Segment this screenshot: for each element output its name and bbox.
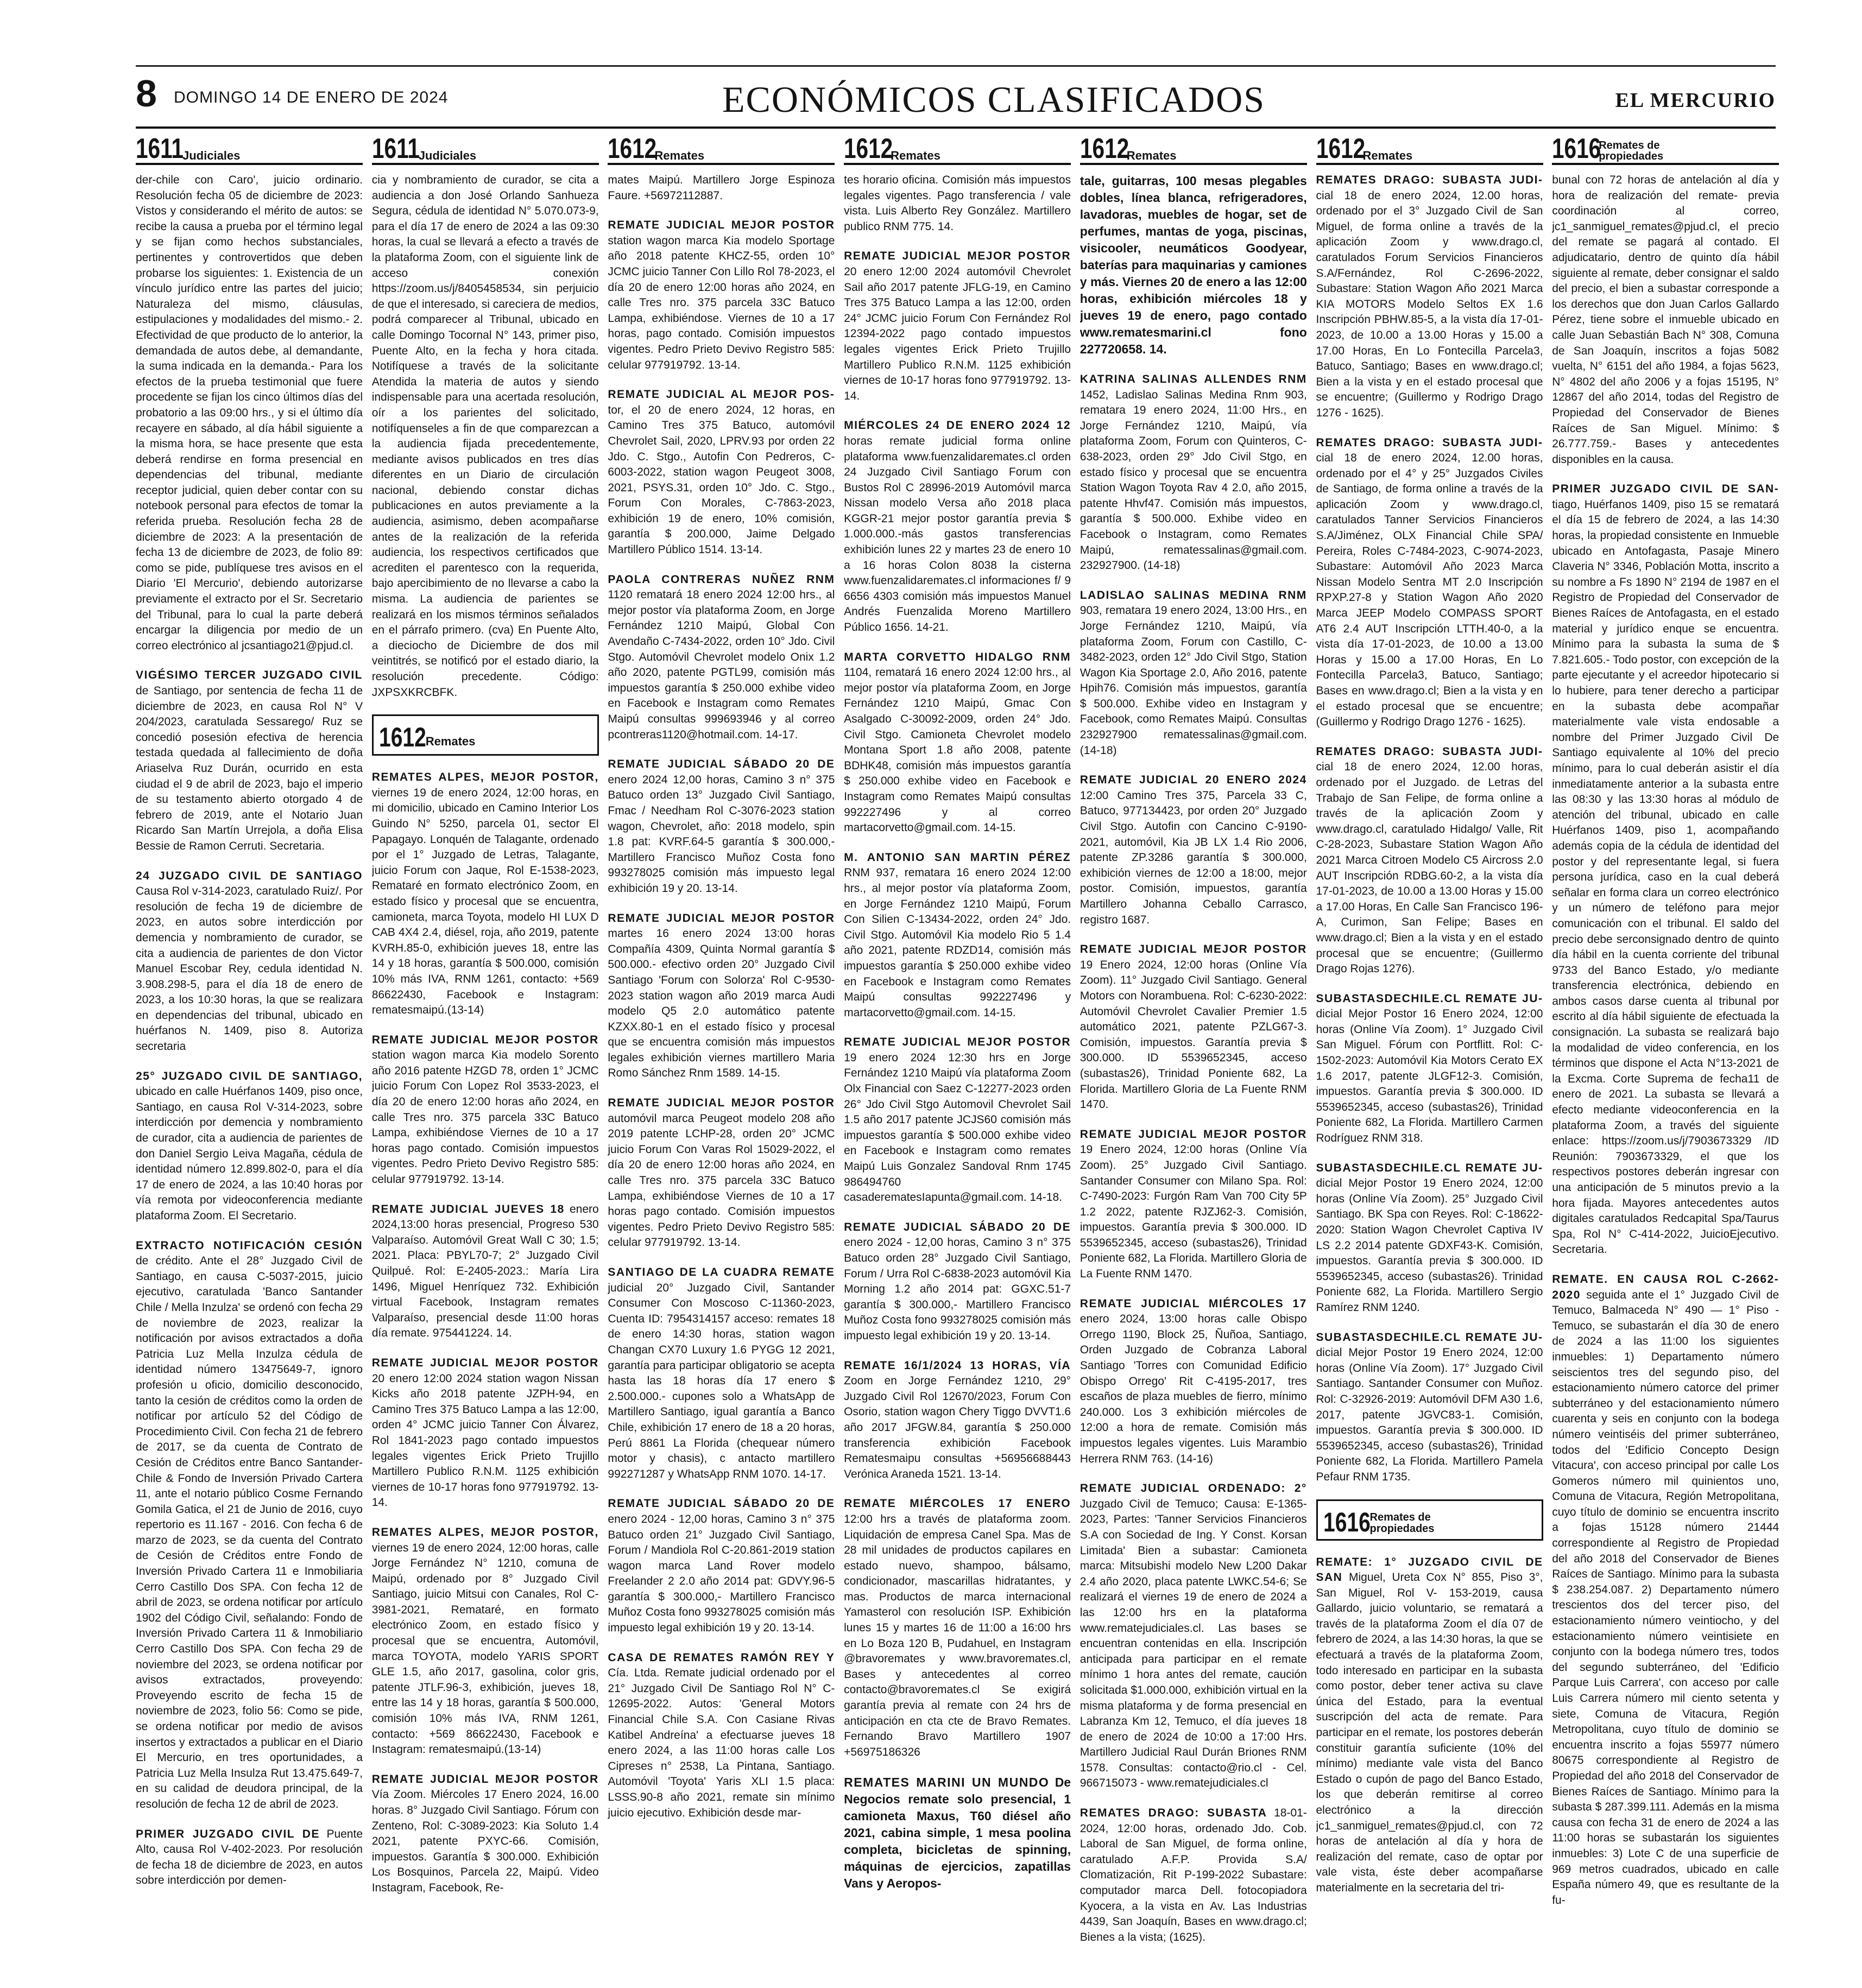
notice-body: 20 enero 12:00 2024 automóvil Chevrolet Sail año 2017 patente JFLG-19, en Camino Tres 375 Batuco Lampa a las 12:00, orden 24° JCMC juicio Forum Con Fernández Rol 12394-2022 pago contado impuestos legales vigentes Erick Prieto Trujillo Martillero Publico R.N.M. 1125 exhibición viernes de 10-17 horas fono 977919792. 13-14. xyxy=(844,265,1071,402)
section-code: 1612 xyxy=(608,133,657,164)
notice-heading: REMATE MIÉRCOLES 17 ENERO xyxy=(844,1497,1071,1510)
notice-body: enero 2024,13:00 horas presencial, Progreso 530 Valparaíso. Automóvil Great Wall C 30; 1.5; 2021. Placa: PBYL70-7; 2° Juzgado Civil Quilpué. Rol: E-2405-2023.: María Lira 1496, Miguel Henríquez 732. Exhibición virtual Facebook, Instagram remates Valparaíso, presencial desde 11:00 horas día remate. 975441224. 14. xyxy=(371,1202,599,1340)
section-subheading xyxy=(1316,1499,1543,1541)
notice-body: ubicado en calle Huérfanos 1409, piso once, Santiago, en causa Rol V-314-2023, sobre interdicción por demencia y nombramiento de curador, cita a audiencia de parientes de don Daniel Sergio Leiva Magaña, cédula de identidad número 12.899.802-0, para el día 17 de enero de 2024, a las 10:40 horas por vía remota por videoconferencia mediante plataforma Zoom. El Secretario. xyxy=(136,1085,363,1222)
notice-body: tiago, Huérfanos 1409, piso 15 se rematará el día 15 de febrero de 2024, a las 14:30 horas, la propiedad consistente en Inmueble ubicado en Antofagasta, Pasaje Minero Claveria N° 3346, Población Motta, inscrito a su nombre a Fs 1890 N° 2194 de 1987 en el Registro de Propiedad del Conservador de Bienes Raíces de Antofagasta, en el estado material y jurídico enque se encuentra. Mínimo para la subasta la suma de $ 7.821.605.- Todo postor, con excepción de la parte ejecutante y el acreedor hipotecario si lo hubiere, para tener derecho a participar en la subasta debe acompañar materialmente vale vista endosable a nombre del Primer Juzgado Civil De Santiago equivalente al 10% del precio mínimo, para lo cual deberán asistir el día inmediatamente anterior a la subasta entre las 08:30 y las 13:30 horas al módulo de atención del tribunal, ubicado en calle Huérfanos 1409, piso 1, acompañando además copia de la cédula de identidad del postor y del representante legal, si fuera persona jurídica, caso en la cual deberá señalar en forma clara un correo electrónico y un número de teléfono para mejor comunicación con el tribunal. El saldo del precio debe serconsignado dentro de quinto día hábil en la cuenta corriente del tribunal 9733 del Banco Estado, y/o mediante transferencia electrónica, debiendo en ambos casos darse cuenta al tribunal por escrito al día hábil siguiente de efectuada la consignación. La subasta se realizará bajo la modalidad de video conferencia, en los términos que dispone el Acta N°13-2021 de la Excma. Corte Suprema de fecha11 de enero de 2021. La subasta se llevará a efecto mediante videoconferencia en la plataforma Zoom, a través del siguiente enlace: https://zoom.us/j/7903673329 /ID Reunión: 7903673329, el que los respectivos postores deberán ingresar con una anticipación de 5 minutos previo a la hora fijada. Mayores antecedentes autos digitales caratulados Redcapital Spa/Taurus Spa, Rol N° C-414-2022, JuicioEjecutivo. Secretaria. xyxy=(1552,498,1779,1256)
notice-body: 1104, rematará 16 enero 2024 12:00 hrs., al mejor postor vía plataforma Zoom, en Jorge Fernández 1210 Maipú, Gmac Con Asalgado C-30092-2009, orden 24° Jdo. Civil Stgo. Camioneta Chevrolet modelo Montana Sport 1.8 año 2008, patente BDHK48, comisión más impuestos garantía $ 250.000 exhibe video en Facebook e Instagram como Remates Maipú consultas 992227496 y al correo martacorvetto@gmail.com. 14-15. xyxy=(844,666,1071,834)
notice-body: dicial Mejor Postor 19 Enero 2024, 12:00 horas (Online Vía Zoom). 25° Juzgado Civil Santiago. BK Spa con Reyes. Rol: C-18622-2020: Station Wagon Chevrolet Captiva IV LS 2.2 2014 patente GDXF43-K. Comisión, impuestos. Garantía previa $ 300.000. ID 5539652345, acceso (subastas26). Trinidad Poniente 682, La Florida. Martillero Sergio Ramírez RNM 1240. xyxy=(1316,1177,1543,1314)
notice-heading: PRIMER JUZGADO CIVIL DE xyxy=(136,1827,320,1840)
notice-heading: M. ANTONIO SAN MARTIN PÉREZ xyxy=(844,851,1071,864)
notice-body: Causa Rol v-314-2023, caratulado Ruiz/. Por resolución de fecha 19 de diciembre de 2023, en autos sobre interdicción por demencia y nombramiento de curador, se cita a audiencia de parientes de don Victor Manuel Escobar Rey, cedula identidad N. 3.908.298-5, para el día 18 de enero de 2023, a los 10:30 horas, la que se realizara en dependencias del tribunal, ubicado en huérfanos N. 1409, piso 8. Autoriza secretaria xyxy=(136,885,363,1053)
notice-body: 19 Enero 2024, 12:00 horas (Online Vía Zoom). 11° Juzgado Civil Santiago. General Motors con Norambuena. Rol: C-6230-2022: Automóvil Chevrolet Cavalier Premier 1.5 automático 2021, patente PZLG67-3. Comisión, impuestos. Garantía previa $ 300.000. ID 5539652345, acceso (subastas26), Trinidad Poniente 682, La Florida. Martillero Gloria de La Fuente RNM 1470. xyxy=(1080,958,1307,1111)
notice-body: Miguel, Ureta Cox N° 855, Piso 3°, San Miguel, Rol V- 153-2019, causa Gallardo, juicio voluntario, se rematará a través de la plataforma Zoom el día 07 de febrero de 2024, a las 14:30 horas, la que se efectuará a través de la plataforma Zoom, todo interesado en participar en la subasta como postor, deber tener activa su clave única del Estado, para la eventual suscripción del acta de remate. Para participar en el remate, los postores deberán constituir garantía suficiente (10% del mínimo) mediante vale vista del Banco Estado o cupón de pago del Banco Estado, los que deberán remitirse al correo electrónico a la dirección jc1_sanmiguel_remates@pjud.cl, con 72 horas de antelación al día y hora de realización del remate, caso de optar por vale vista, éste deber acompañarse materialmente en la secretaria del tri- xyxy=(1316,1571,1543,1894)
notice-body: RNM 937, rematara 16 enero 2024 12:00 hrs., al mejor postor vía plataforma Zoom, en Jorge Fernández 1210 Maipú, Forum Con Silien C-13434-2022, orden 24° Jdo. Civil Stgo. Automóvil Kia modelo Rio 5 1.4 año 2021, patente RDZD14, comisión más impuestos garantía $ 250.000 exhibe video en Facebook e Instagram como Remates Maipú consultas 992227496 y martacorvetto@gmail.com. 14-15. xyxy=(844,866,1071,1019)
notice-body: seguida ante el 1° Juzgado Civil de Temuco, Balmaceda N° 490 — 1° Piso - Temuco, se subastarán el día 30 de enero de 2024 a las 11:00 los siguientes inmuebles: 1) Departamento número seiscientos tres del segundo piso, del estacionamiento número catorce del primer subterráneo y del estacionamiento número cuarenta y seis en conjunto con la bodega número veintiséis del primer subterráneo, todos del 'Edificio Concepto Design Vitacura', con acceso principal por calle Los Gomeros número mil quinientos uno, Comuna de Vitacura, Región Metropolitana, cuyo título de dominio se encuentra inscrito a fojas 15128 número 21444 correspondiente al Registro de Propiedad del año 2018 del Conservador de Bienes Raíces de Santiago. Mínimo para la subasta $ 238.254.087. 2) Departamento número trescientos dos del tercer piso, del estacionamiento número veintiocho, y del estacionamiento número veintisiete en conjunto con la bodega número tres, todos del segundo subterráneo, del 'Edificio Parque Luis Carrera', con acceso por calle Luis Carrera número mil ciento setenta y siete, Comuna de Vitacura, Región Metropolitana, cuyo título de dominio se encuentra inscrito a fojas 55977 número 80675 correspondiente al Registro de Propiedad del año 2018 del Conservador de Bienes Raíces de Santiago. Mínimo para la subasta $ 287.399.111. Además en la misma causa con fecha 31 de enero de 2024 a las 11:00 horas se subastarán los siguientes inmuebles: 3) Lote C de una superficie de 969 metros cuadrados, ubicado en calle España número 49, que es resultante de la fu- xyxy=(1552,1288,1779,1907)
notice-body: 18-01-2024, 12:00 horas, ordenado Jdo. Cob. Laboral de San Miguel, de forma online, caratulado A.F.P. Provida S.A/ Clomatización, Rit P-199-2022 Subastare: computador marca Dell. fotocopiadora Kyocera, a la vista en Av. Las Industrias 4439, San Joaquín, Bases en www.drago.cl; Bienes a la vista; (1625). xyxy=(1080,1807,1307,1943)
notice-heading: REMATE 16/1/2024 13 HORAS, VÍA xyxy=(844,1359,1071,1372)
notice-body: der-chile con Caro', juicio ordinario. Resolución fecha 05 de diciembre de 2023: Vistos y considerando el mérito de autos: se recibe la causa a prueba por el término legal y se fijan como hechos substanciales, pertinentes y controvertidos que deben probarse los siguientes: 1. Existencia de un vínculo jurídico entre las partes del juicio; Naturaleza del mismo, cláusulas, estipulaciones y modalidades del mismo.- 2. Efectividad de que producto de lo anterior, la demandada de autos debe, al demandante, la suma indicada en la demanda.- Para los efectos de la prueba testimonial que fuere procedente se fijan los cinco últimos días del probatorio a las 09:00 hrs., y si el último día recayere en sábado, al día hábil siguiente a la misma hora, se hace presente que esta deberá rendirse en forma presencial en dependencias del tribunal, mediante receptor judicial, quien deber contar con su notebook personal para efectos de tomar la referida prueba. Resolución fecha 28 de diciembre de 2023: A la presentación de fecha 13 de diciembre de 2023, de folio 89: como se pide, publíquese tres avisos en el Diario 'El Mercurio', debiendo autorizarse previamente el extracto por el Sr. Secretario del Tribunal, para lo cual la parte deberá encargar la diligencia por medio de un correo electrónico al jcsantiago21@pjud.cl. xyxy=(136,174,363,652)
notice-heading: 25° JUZGADO CIVIL DE SANTIAGO, xyxy=(136,1069,363,1082)
column-3 xyxy=(608,129,835,1980)
section-title: ECONÓMICOS CLASIFICADOS xyxy=(722,79,1266,120)
classified-notice xyxy=(136,1069,363,1224)
column-heading xyxy=(136,129,363,165)
notice-body: Juzgado Civil de Temuco; Causa: E-1365-2023, Partes: 'Tanner Servicios Financieros S.A con Sociedad de Ing. Y Const. Korsan Limitada' Bien a subastar: Camioneta marca: Mitsubishi modelo New L200 Dakar 2.4 año 2020, placa patente LWKC.54-6; Se realizará el viernes 19 de enero de 2024 a las 12:00 hrs en la plataforma www.rematejudiciales.cl. Las bases se encuentran contenidas en ella. Inscripción anticipada para participar en el remate mínimo 1 hora antes del remate, caución solicitada $1.000.000, exhibición virtual en la misma plataforma y de forma presencial en Labranza Km 12, Temuco, el día jueves 18 de enero de 2024 de 10:00 a 17:00 Hrs. Martillero Judicial Raul Durán Briones RNM 1578. Consultas: contacto@rio.cl - Cel. 966715073 - www.rematejudiciales.cl xyxy=(1080,1497,1307,1790)
column-1 xyxy=(136,129,363,1980)
classified-notice xyxy=(1316,435,1543,730)
notice-body: 1452, Ladislao Salinas Medina Rnm 903, rematara 19 enero 2024, 11:00 Hrs., en Jorge Fernández 1210, Maipú, vía plataforma Zoom, Forum con Quinteros, C-638-2023, orden 29° Jdo Civil Stgo, en estado físico y procesal que se encuentra Station Wagon Toyota Rav 4 2.0, año 2015, patente Hhvf47. Comisión más impuestos, garantía $ 500.000. Exhibe video en Facebook o Instagram, como Remates Maipú, rematessalinas@gmail.com. 232927900. (14-18) xyxy=(1080,388,1307,572)
notice-body: judicial 20° Juzgado Civil, Santander Consumer Con Moscoso C-11360-2023, Cuenta ID: 7954314157 acceso: remates 18 de enero 14:30 horas, station wagon Changan CX70 Luxury 1.6 PYGG 12 2021, garantía para participar obligatorio se acepta hasta las 18 horas día 17 enero $ 2.500.000.- cupones solo a WhatsApp de Martillero Santiago, igual garantía a Banco Chile, exhibición 17 enero de 18 a 20 horas, Perú 8861 La Florida (chequear número motor y chasis), c antacto martillero 992271287 y WhatsApp RNM 1070. 14-17. xyxy=(608,1281,835,1480)
notice-body: martes 16 enero 2024 13:00 horas Compañía 4309, Quinta Normal garantía $ 500.000.- efectivo orden 20° Juzgado Civil Santiago 'Forum con Solorza' Rol C-9530-2023 station wagon año 2019 marca Audi modelo Q5 2.0 automático patente KZXX.80-1 en el estado físico y procesal que se encuentra comisión más impuestos legales exhibición viernes martillero Maria Romo Sánchez Rnm 1589. 14-15. xyxy=(608,927,835,1080)
notice-heading: REMATES MARINI UN MUNDO xyxy=(844,1775,1050,1790)
classified-notice xyxy=(136,1827,363,1889)
notice-heading: REMATE JUDICIAL AL MEJOR POS- xyxy=(608,388,835,401)
notice-heading: SUBASTASDECHILE.CL REMATE JU- xyxy=(1316,992,1543,1005)
classified-notice xyxy=(608,757,835,896)
notice-heading: VIGÉSIMO TERCER JUZGADO CIVIL xyxy=(136,669,363,682)
classified-notice xyxy=(1080,173,1307,358)
notice-body: enero 2024, 13:00 horas calle Obispo Orrego 1190, Block 25, Ñuñoa, Santiago, Orden Juzgado de Cobranza Laboral Santiago 'Torres con Comunidad Edificio Obispo Orrego' Rit C-4195-2017, tres escaños de plaza muebles de fierro, mínimo 240.000. Los 3 exhibición miércoles de 12:00 a hora de remate. Comisión más impuestos legales vigentes. Luis Marambio Herrera RNM 763. (14-16) xyxy=(1080,1313,1307,1465)
classified-notice xyxy=(1316,1555,1543,1896)
notice-heading: MARTA CORVETTO HIDALGO RNM xyxy=(844,650,1071,663)
classified-notice xyxy=(1080,1296,1307,1467)
section-label: Remates xyxy=(425,735,476,749)
classified-notice xyxy=(1316,173,1543,421)
section-code: 1616 xyxy=(1552,133,1601,164)
notice-heading: SANTIAGO DE LA CUADRA REMATE xyxy=(608,1266,835,1278)
notice-heading: REMATE JUDICIAL MEJOR POSTOR xyxy=(1080,943,1307,956)
section-label: Remates xyxy=(654,149,705,162)
classified-notice xyxy=(608,387,835,558)
classified-notice xyxy=(844,1035,1071,1206)
classified-notice xyxy=(372,1772,599,1896)
notice-heading: REMATES DRAGO: SUBASTA JUDI- xyxy=(1316,745,1543,758)
notice-heading: MIÉRCOLES 24 DE ENERO 2024 12 xyxy=(844,419,1071,432)
classified-notice xyxy=(136,1238,363,1813)
column-4 xyxy=(844,129,1071,1980)
section-code: 1612 xyxy=(844,133,893,164)
notice-body: horas remate judicial forma online plataforma www.fuenzalidaremates.cl orden 24 Juzgado Civil Santiago Forum con Bustos Rol C 28996-2019 Automóvil marca Nissan modelo Versa año 2018 placa KGGR-21 mejor postor garantía previa $ 1.000.000.-más gastos transferencias exhibición lunes 22 y martes 23 de enero 10 a 16 horas Colon 8038 la cisterna www.fuenzalidaremates.cl informaciones f/ 9 6656 4303 comisión más impuestos Manuel Andrés Fuenzalida Moreno Martillero Público 1656. 14-21. xyxy=(844,434,1071,634)
classified-notice xyxy=(1080,773,1307,928)
classified-notice xyxy=(844,1496,1071,1760)
notice-heading: EXTRACTO NOTIFICACIÓN CESIÓN xyxy=(136,1239,363,1252)
notice-body: de Santiago, por sentencia de fecha 11 de diciembre de 2023, en causa Rol N° V 204/2023, caratulada Sessarego/ Ruz se concedió posesión efectiva de herencia testada quedada al fallecimiento de doña Ariaselva Ruz Durán, ocurrido en esta ciudad el 9 de abril de 2023, bajo el imperio de su testamento abierto otorgado 4 de febrero de 2019, ante el Notario Juan Ricardo San Martín Urrejola, a doña Elisa Bessie de Ramon Cerruti. Secretaria. xyxy=(136,685,363,852)
notice-heading: REMATE JUDICIAL MIÉRCOLES 17 xyxy=(1080,1297,1307,1310)
notice-heading: REMATES DRAGO: SUBASTA JUDI- xyxy=(1316,174,1543,186)
classified-notice xyxy=(844,1358,1071,1483)
column-6 xyxy=(1316,129,1543,1980)
notice-heading: REMATE JUDICIAL SÁBADO 20 DE xyxy=(608,1497,835,1510)
notice-heading: 24 JUZGADO CIVIL DE SANTIAGO xyxy=(136,869,363,882)
notice-heading: REMATES ALPES, MEJOR POSTOR, xyxy=(371,1525,599,1539)
notice-heading: REMATE JUDICIAL MEJOR POSTOR xyxy=(371,1772,599,1786)
classified-notice xyxy=(608,1096,835,1251)
classified-notice xyxy=(372,1033,599,1188)
classified-notice xyxy=(1552,482,1779,1258)
classified-notice xyxy=(844,650,1071,836)
notice-body: 12:00 Camino Tres 375, Parcela 33 C, Batuco, 977134423, por orden 20° Juzgado Civil Stgo. Autofin con Cancino C-9190-2021, automóvil, Kia JB LX 1.4 Rio 2006, patente ZP.3286 garantía $ 300.000, exhibición viernes de 12:00 a 18:00, mejor postor. Comisión, impuestos, garantía Martillero Johanna Ceballo Carrasco, registro 1687. xyxy=(1080,789,1307,926)
notice-body: cial 18 de enero 2024, 12.00 horas, ordenado por el Juzgado. de Letras del Trabajo de San Felipe, de forma online a través de la aplicación Zoom y www.drago.cl, caratulado Hidalgo/ Valle, Rit C-28-2023, Subastare Station Wagon Año 2021 Marca Citroen Modelo C5 Aircross 2.0 AUT Inscripción RDBG.60-2, a la vista día 17-01-2023, de 10.00 a 13.00 Horas y 15.00 a 17.00 Horas, En Calle San Francisco 196-A, Curimon, San Felipe; Bases en www.drago.cl; Bien a la vista y en el estado procesal que se encuentre; (Guillermo Drago Rojas 1276). xyxy=(1316,761,1543,976)
notice-body: enero 2024 - 12,00 horas, Camino 3 n° 375 Batuco orden 21° Juzgado Civil Santiago, Forum / Mandiola Rol C-20.861-2019 station wagon marca Land Rover modelo Freelander 2 2.0 año 2014 pat: GDVY.96-5 garantía $ 300.000,- Martillero Francisco Muñoz Costa fono 993278025 comisión más impuesto legal exhibición 19 y 20. 13-14. xyxy=(608,1512,835,1635)
notice-body: Zoom en Jorge Fernández 1210, 29° Juzgado Civil Rol 12670/2023, Forum Con Osorio, station wagon Chery Tiggo DVVT1.6 año 2017 JFGW.84, garantía $ 250.000 transferencia exhibición Facebook Rematesmaipu consultas +56956688443 Verónica Araneda 1521. 13-14. xyxy=(844,1375,1071,1480)
section-code: 1611 xyxy=(371,133,420,164)
classified-notice xyxy=(844,249,1071,404)
notice-body: cial 18 de enero 2024, 12.00 horas, ordenado por el 3° Juzgado Civil de San Miguel, de forma online a través de la aplicación Zoom y www.drago.cl, caratulados Forum Servicios Financieros S.A/Fernández, Rol C-2696-2022, Subastare: Station Wagon Año 2021 Marca KIA MOTORS Modelo Seltos EX 1.6 Inscripción PBHW.85-5, a la vista día 17-01-2023, de 10.00 a 13.00 Horas y 15.00 a 17.00 Horas, En Lo Fontecilla Parcela3, Batuco, Santiago; Bases en www.drago.cl; Bien a la vista y en el estado procesal que se encuentre; (Guillermo y Rodrigo Drago 1276 - 1625). xyxy=(1316,189,1543,419)
notice-heading: REMATE JUDICIAL ORDENADO: 2° xyxy=(1080,1482,1307,1495)
column-heading xyxy=(608,129,835,165)
notice-heading: REMATE JUDICIAL MEJOR POSTOR xyxy=(844,1036,1071,1049)
classified-notice xyxy=(1316,991,1543,1147)
section-code: 1612 xyxy=(1080,133,1129,164)
notice-heading: REMATE JUDICIAL 20 ENERO 2024 xyxy=(1080,774,1307,787)
notice-heading: REMATES DRAGO: SUBASTA xyxy=(1080,1807,1267,1820)
notice-body: bunal con 72 horas de antelación al día y hora de realización del remate- previa coordinación al correo, jc1_sanmiguel_remates@pjud.cl, el precio del remate se pagará al contado. El adjudicatario, dentro de quinto día hábil siguiente al remate, deber consignar el saldo del precio, el bien a subastar corresponde a los derechos que don Juan Carlos Gallardo Pérez, tiene sobre el inmueble ubicado en calle Juan Sebastián Bach N° 308, Comuna de San Joaquín, inscritos a fojas 5082 vuelta, N° 6151 del año 1984, a fojas 5623, N° 4802 del año 2006 y a fojas 15195, N° 12867 del año 2014, todas del Registro de Propiedad del Conservador de Bienes Raíces de San Miguel. Mínimo: $ 26.777.759.- Bases y antecedentes disponibles en la causa. xyxy=(1552,174,1779,466)
classified-notice xyxy=(608,218,835,373)
notice-heading: KATRINA SALINAS ALLENDES RNM xyxy=(1080,373,1307,385)
notice-body: Puente Alto, causa Rol V-402-2023. Por resolución de fecha 18 de diciembre de 2023, en autos sobre interdicción por demen- xyxy=(136,1827,363,1887)
section-code: 1611 xyxy=(136,133,184,164)
notice-body: enero 2024 12,00 horas, Camino 3 n° 375 Batuco orden 13° Juzgado Civil Santiago, Fmac / Needham Rol C-3076-2023 station wagon, Chevrolet, año: 2018 modelo, spin 1.8 pat: KVRF.64-5 garantía $ 300.000,- Martillero Francisco Muñoz Costa fono 993278025 comisión más impuesto legal exhibición 19 y 20. 13-14. xyxy=(608,773,835,895)
classified-notice xyxy=(1316,1330,1543,1485)
column-heading xyxy=(1316,129,1543,165)
notice-body: 19 Enero 2024, 12:00 horas (Online Vía Zoom). 25° Juzgado Civil Santiago. Santander Consumer con Milano Spa. Rol: C-7490-2023: Furgón Ram Van 700 City 5P 1.2 2022, patente RJZJ62-3. Comisión, impuestos. Garantía previa $ 300.000. ID 5539652345, acceso (subastas26), Trinidad Poniente 682, La Florida. Martillero Gloria de La Fuente RNM 1470. xyxy=(1080,1143,1307,1281)
notice-heading: PAOLA CONTRERAS NUÑEZ RNM xyxy=(608,573,835,586)
notice-body: viernes 19 de enero 2024, 12:00 horas, calle Jorge Fernández N° 1210, comuna de Maipú, ordenado por 8° Juzgado Civil Santiago, juicio Mitsui con Canales, Rol C-3981-2021, Remataré, en formato electrónico Zoom, en estado físico y procesal que se encuentra, Automóvil, marca TOYOTA, modelo YARIS SPORT GLE 1.5, año 2017, gasolina, color gris, patente JTLF.96-3, exhibición, jueves 18, entre las 14 y 18 horas, garantía $ 500.000, comisión 10% más IVA, RNM 1261, contacto: +569 86622430, Facebook e Instagram: rematesmaipú.(13-14) xyxy=(371,1541,599,1756)
section-code: 1616 xyxy=(1323,1506,1371,1537)
classified-notice xyxy=(608,1650,835,1821)
classified-notice xyxy=(608,173,835,204)
section-label: Remates de propiedades xyxy=(1599,140,1664,162)
classified-notice xyxy=(1552,173,1779,467)
newspaper-name: EL MERCURIO xyxy=(1615,89,1776,112)
notice-body: cia y nombramiento de curador, se cita a audiencia a don José Orlando Sanhueza Segura, cédula de identidad N° 5.070.073-9, para el día 17 de enero de 2024 a las 09:30 horas, la cual se llevará a efecto a través de la plataforma Zoom, con el siguiente link de acceso conexión https://zoom.us/j/8405458534, sin perjuicio de que el interesado, si careciera de medios, podrá comparecer al Tribunal, ubicado en calle Domingo Tocornal N° 143, primer piso, Puente Alto, en la fecha y hora citada. Notifíquese a través de la solicitante Atendida la materia de autos y siendo indispensable para una acertada resolución, oír a los parientes del solicitado, notifíquenseles a fin de que comparezcan a la audiencia fijada precedentemente, mediante avisos publicados en tres días diferentes en un Diario de circulación nacional, debiendo constar dichas publicaciones en autos previamente a la audiencia, asimismo, deben acompañarse antes de la realización de la referida audiencia, los respectivos certificados que acrediten el parentesco con la requerida, bajo apercibimiento de no llevarse a cabo la misma. La audiencia de parientes se realizará en los mismos términos señalados en el párrafo primero. (cva) En Puente Alto, a dieciocho de Diciembre de dos mil veintitrés, se notificó por el estado diario, la resolución precedente. Código: JXPSXKRCBFK. xyxy=(371,174,599,699)
section-label: Remates xyxy=(1362,149,1413,162)
notice-body: 1120 rematará 18 enero 2024 12:00 hrs., al mejor postor vía plataforma Zoom, en Jorge Fernández 1210 Maipú, Global Con Avendaño C-7434-2022, orden 10° Jdo. Civil Stgo. Automóvil Chevrolet modelo Onix 1.2 año 2020, patente PGTL99, comisión más impuestos garantía $ 250.000 exhibe video en Facebook e Instagram como Remates Maipú consultas 999693946 y al correo pcontreras1120@hotmail.com. 14-17. xyxy=(608,588,835,741)
notice-body: tes horario oficina. Comisión más impuestos legales vigentes. Pago transferencia / vale vista. Luis Alberto Rey González. Martillero publico RNM 775. 14. xyxy=(844,174,1071,233)
classified-notice xyxy=(844,1774,1071,1892)
classified-notice xyxy=(372,770,599,1018)
notice-heading: REMATE JUDICIAL SÁBADO 20 DE xyxy=(608,758,835,771)
notice-body: cial 18 de enero 2024, 12.00 horas, ordenado por el 4° y 25° Juzgados Civiles de Santiago, de forma online a través de la aplicación Zoom y www.drago.cl, caratulados Tanner Servicios Financieros S.A/Jiménez, OLX Financial Chile SPA/ Pereira, Roles C-7484-2023, C-9074-2023, Subastare: Automóvil Año 2023 Marca Nissan Modelo Sentra MT 2.0 Inscripción RPXP.27-8 y Station Wagon Año 2020 Marca JEEP Modelo COMPASS SPORT AT6 2.4 AUT Inscripción LTTH.40-0, a la vista día 17-01-2023, de 10.00 a 13.00 Horas y 15.00 a 17.00 Horas, En Lo Fontecilla Parcela3, Batuco, Santiago; Bases en www.drago.cl; Bien a la vista y en el estado procesal que se encuentre; (Guillermo y Rodrigo Drago 1276 - 1625). xyxy=(1316,452,1543,729)
classified-notice xyxy=(372,1202,599,1341)
notice-body: station wagon marca Kia modelo Sportage año 2018 patente KHCZ-55, orden 10° JCMC juicio Tanner Con Lillo Rol 78-2023, el día 20 de enero 12:00 horas año 2024, en calle Tres nro. 375 parcela 33C Batuco Lampa, exhibiéndose. Viernes de 10 a 17 horas, pago contado. Comisión impuestos vigentes. Pedro Prieto Devivo Registro 585: celular 977919792. 13-14. xyxy=(608,234,835,371)
classified-notice xyxy=(608,1496,835,1636)
column-5 xyxy=(1080,129,1307,1980)
section-label: Remates de propiedades xyxy=(1369,1511,1435,1535)
classified-notice xyxy=(1552,1272,1779,1908)
classifieds-columns xyxy=(136,129,1779,1980)
column-7 xyxy=(1552,129,1779,1980)
classified-notice xyxy=(844,173,1071,235)
notice-body: 12:00 hrs a través de plataforma zoom. Liquidación de empresa Canel Spa. Mas de 28 mil unidades de productos capilares en estado nuevo, shampoo, bálsamo, condicionador, mascarillas hidratantes, y mas. Productos de marca internacional Yamasterol con resolución ISP. Exhibición lunes 15 y martes 16 de 11:00 a 16:00 hrs en Lo Boza 120 B, Pudahuel, en Instagram @bravoremates y www.bravoremates.cl, Bases y antecedentes al correo contacto@bravoremates.cl Se exigirá garantía previa al remate con 24 hrs de anticipación en cta cte de Bravo Remates. Fernando Bravo Martillero 1907 +56975186326 xyxy=(844,1512,1071,1758)
issue-date: DOMINGO 14 DE ENERO DE 2024 xyxy=(174,88,449,106)
notice-body: 19 enero 2024 12:30 hrs en Jorge Fernández 1210 Maipú vía plataforma Zoom Olx Financial con Saez C-12277-2023 orden 26° Jdo Civil Stgo Automovil Chevrolet Sail 1.5 año 2017 patente JCJS60 comisión más impuestos garantía $ 500.000 exhibe video en Facebook e Instagram como remates Maipú Luis Gonzalez Sandoval Rnm 1745 986494760 casaderematesIapunta@gmail.com. 14-18. xyxy=(844,1051,1071,1204)
notice-heading: REMATE JUDICIAL MEJOR POSTOR xyxy=(608,219,835,232)
section-label: Remates xyxy=(1126,149,1177,162)
classified-notice xyxy=(1080,588,1307,759)
notice-heading: PRIMER JUZGADO CIVIL DE SAN- xyxy=(1552,483,1779,496)
notice-body: 903, rematara 19 enero 2024, 13:00 Hrs., en Jorge Fernández 1210, Maipú, vía plataforma Zoom, Forum con Castillo, C-3482-2023, orden 12° Jdo Civil Stgo, Station Wagon Kia Sportage 2.0, Año 2016, patente Hpih76. Comisión más impuestos, garantía $ 500.000. Exhibe video en Instagram y Facebook, como Remates Maipú. Consultas 232927900 rematessalinas@gmail.com. (14-18) xyxy=(1080,604,1307,757)
classified-notice xyxy=(1080,1806,1307,1945)
notice-heading: SUBASTASDECHILE.CL REMATE JU- xyxy=(1316,1161,1543,1174)
column-heading xyxy=(1080,129,1307,165)
classified-notice xyxy=(372,1525,599,1758)
notice-body: enero 2024 - 12,00 horas, Camino 3 n° 375 Batuco orden 28° Juzgado Civil Santiago, Forum / Urra Rol C-6838-2023 automóvil Kia Morning 1.2 año 2014 pat: GGXC.51-7 garantía $ 300.000,- Martillero Francisco Muñoz Costa fono 993278025 comisión más impuesto legal exhibición 19 y 20. 13-14. xyxy=(844,1236,1071,1342)
notice-heading: REMATE: 1° JUZGADO CIVIL DE SAN xyxy=(1316,1555,1543,1584)
notice-body: Cía. Ltda. Remate judicial ordenado por el 21° Juzgado Civil De Santiago Rol N° C-12695-2022. Autos: 'General Motors Financial Chile S.A. Con Casiane Rivas Katibel Andreína' a efectuarse jueves 18 enero 2024, a las 11:00 horas calle Los Cipreses n° 2538, La Pintana, Santiago. Automóvil 'Toyota' Yaris XLI 1.5 placa: LSSS.90-8 año 2021, remate sin mínimo juicio ejecutivo. Exhibición desde mar- xyxy=(608,1667,835,1819)
notice-body: de crédito. Ante el 28° Juzgado Civil de Santiago, en causa C-5037-2015, juicio ejecutivo, caratulada 'Banco Santander Chile / Mella Inzulza' se ordenó con fecha 29 de noviembre de 2023, realizar la notificación por avisos extractados a doña Patricia Luz Mella Inzulza cédula de identidad número 13475649-7, ignoro profesión u oficio, domicilio desconocido, tanto la cesión de créditos como la orden de notificar por artículo 52 del Código de Procedimiento Civil. Con fecha 21 de febrero de 2017, se da cuenta de Contrato de Cesión de Créditos entre Banco Santander-Chile & Fondo de Inversión Privado Cartera 11, ante el notario público Cosme Fernando Gomila Gatica, el 21 de Junio de 2016, cuyo repertorio es 11.167 - 2016. Con fecha 6 de marzo de 2023, se da cuenta del Contrato de Cesión de Créditos entre Fondo de Inversión Privado Cartera 11 e Inmobiliaria Cerro Castillo Dos SPA. Con fecha 12 de abril de 2023, se ordena notificar por artículo 1902 del Código Civil, señalando: Fondo de Inversión Privado Cartera 11 & Inmobiliario Cerro Castillo Dos SPA. Con fecha 29 de noviembre del 2023, se ordena notificar por avisos extractados, proveyendo: Proveyendo escrito de fecha 15 de noviembre de 2023, folio 56: Como se pide, se ordena notificar por medio de avisos insertos y extractados a publicar en el Diario El Mercurio, en tres oportunidades, a Patricia Luz Mella Insulza Rut 13.475.649-7, en su calidad de deudora principal, de la resolución de fecha 12 de abril de 2023. xyxy=(136,1255,363,1810)
classified-notice xyxy=(1080,1481,1307,1791)
notice-heading: REMATE JUDICIAL SÁBADO 20 DE xyxy=(844,1220,1071,1233)
notice-body: 20 enero 12:00 2024 station wagon Nissan Kicks año 2018 patente JZPH-94, en Camino Tres 375 Batuco Lampa a las 12:00, orden 4° JCMC juicio Tanner Con Álvarez, Rol 1841-2023 pago contado impuestos legales vigentes Erick Prieto Trujillo Martillero Publico R.N.M. 1125 exhibición viernes de 10-17 horas fono 977919792. 13-14. xyxy=(371,1372,599,1509)
notice-body: dicial Mejor Postor 19 Enero 2024, 12:00 horas (Online Vía Zoom). 17° Juzgado Civil Santiago. Santander Consumer con Muñoz. Rol: C-32926-2019: Automóvil DFM A30 1.6, 2017, patente JGVC83-1. Comisión, impuestos. Garantía previa $ 300.000. ID 5539652345, acceso (subastas26), Trinidad Poniente 682, La Florida. Martillero Pamela Pefaur RNM 1735. xyxy=(1316,1346,1543,1483)
classified-notice xyxy=(608,911,835,1082)
classified-notice xyxy=(608,572,835,743)
classified-notice xyxy=(136,668,363,854)
classified-notice xyxy=(136,869,363,1055)
page-header xyxy=(136,65,1776,129)
section-subheading xyxy=(372,714,599,756)
notice-heading: REMATE JUDICIAL MEJOR POSTOR xyxy=(608,911,835,925)
column-2 xyxy=(372,129,599,1980)
classified-notice xyxy=(1080,942,1307,1113)
notice-heading: REMATE JUDICIAL MEJOR POSTOR xyxy=(371,1033,599,1046)
notice-heading: LADISLAO SALINAS MEDINA RNM xyxy=(1080,588,1307,602)
section-code: 1612 xyxy=(378,722,426,753)
column-heading xyxy=(844,129,1071,165)
classified-notice xyxy=(1316,744,1543,977)
column-heading xyxy=(372,129,599,165)
notice-heading: REMATE. EN CAUSA ROL C-2662-2020 xyxy=(1552,1272,1779,1301)
notice-body: viernes 19 de enero 2024, 12:00 horas, en mi domicilio, ubicado en Camino Interior Los Guindo N° 5250, parcela 01, sector El Papagayo. Lonquén de Talagante, ordenado por el 1° Juzgado de Letras, Talagante, juicio Forum con Jaque, Rol E-1538-2023, Remataré en formato electrónico Zoom, en estado físico y procesal que se encuentra, camioneta, marca Toyota, modelo HI LUX D CAB 4X4 2.4, diésel, roja, año 2019, patente KVRH.85-0, exhibición jueves 18, entre las 14 y 18 horas, garantía $ 500.000, comisión 10% más IVA, RNM 1261, contacto: +569 86622430, Facebook e Instagram: rematesmaipú.(13-14) xyxy=(371,786,599,1017)
section-label: Remates xyxy=(891,149,941,162)
section-code: 1612 xyxy=(1316,133,1365,164)
notice-heading: REMATE JUDICIAL MEJOR POSTOR xyxy=(844,250,1071,263)
classified-notice xyxy=(844,850,1071,1021)
notice-body: mates Maipú. Martillero Jorge Espinoza Faure. +56972112887. xyxy=(608,174,835,202)
notice-body: De Negocios remate solo presencial, 1 camioneta Maxus, T60 diésel año 2021, cabina simple, 1 mesa poolina completa, bicicletas de spinning, máquinas de ejercicios, zapatillas Vans y Aeropos- xyxy=(844,1775,1071,1891)
notice-body: dicial Mejor Postor 16 Enero 2024, 12:00 horas (Online Vía Zoom). 1° Juzgado Civil San Miguel. Fórum con Portflitt. Rol: C-1502-2023: Automóvil Kia Motors Cerato EX 1.6 2017, patente JLGF12-3. Comisión, impuestos. Garantía previa $ 300.000. ID 5539652345, acceso (subastas26), Trinidad Poniente 682, La Florida. Martillero Carmen Rodríguez RNM 318. xyxy=(1316,1008,1543,1145)
classified-notice xyxy=(1080,372,1307,574)
notice-body: tale, guitarras, 100 mesas plegables dobles, línea blanca, refrigeradores, lavadoras, muebles de hogar, set de perfumes, mantas de yoga, piscinas, visicooler, neumáticos Goodyear, baterías para maquinarias y camiones y más. Viernes 20 de enero a las 12:00 horas, exhibición miércoles 18 y jueves 19 de enero, pago contado www.rematesmarini.cl fono 227720658. 14. xyxy=(1080,174,1307,356)
notice-heading: REMATE JUDICIAL MEJOR POSTOR xyxy=(371,1356,599,1369)
classified-notice xyxy=(844,418,1071,635)
notice-heading: REMATES ALPES, MEJOR POSTOR, xyxy=(371,771,599,784)
section-label: Judiciales xyxy=(418,149,477,162)
notice-heading: CASA DE REMATES RAMÓN REY Y xyxy=(608,1651,835,1664)
classified-notice xyxy=(1080,1127,1307,1282)
classified-notice xyxy=(372,1356,599,1511)
notice-heading: REMATE JUDICIAL JUEVES 18 xyxy=(371,1202,565,1215)
classified-notice xyxy=(1316,1161,1543,1316)
notice-body: automóvil marca Peugeot modelo 208 año 2019 patente LCHP-28, orden 20° JCMC juicio Forum Con Varas Rol 15029-2022, el día 20 de enero 12:00 horas año 2024, en calle Tres nro. 375 parcela 33C Batuco Lampa, exhibiéndose Viernes de 10 a 17 horas pago contado. Comisión impuestos vigentes. Pedro Prieto Devivo Registro 585: celular 977919792. 13-14. xyxy=(608,1112,835,1249)
notice-heading: REMATE JUDICIAL MEJOR POSTOR xyxy=(1080,1128,1307,1141)
page-number: 8 xyxy=(136,72,157,115)
notice-heading: REMATES DRAGO: SUBASTA JUDI- xyxy=(1316,436,1543,449)
classified-notice xyxy=(372,173,599,700)
classified-notice xyxy=(608,1265,835,1482)
classified-notice xyxy=(136,173,363,654)
notice-body: Vía Zoom. Miércoles 17 Enero 2024, 16.00 horas. 8° Juzgado Civil Santiago. Fórum con Zenteno, Rol: C-3089-2023: Kia Soluto 1.4 2021, patente PXYC-66. Comisión, impuestos. Garantía $ 300.000. Exhibición Los Bosquinos, Parcela 22, Maipú. Video Instagram, Facebook, Re- xyxy=(371,1788,599,1894)
notice-heading: REMATE JUDICIAL MEJOR POSTOR xyxy=(608,1097,835,1110)
notice-heading: SUBASTASDECHILE.CL REMATE JU- xyxy=(1316,1331,1543,1344)
classified-notice xyxy=(844,1220,1071,1344)
column-heading xyxy=(1552,129,1779,165)
notice-body: tor, el 20 de enero 2024, 12 horas, en Camino Tres 375 Batuco, automóvil Chevrolet Sail, 2020, LPRV.93 por orden 22 Jdo. C. Stgo., Autofin Con Pedreros, C-6003-2022, station wagon Peugeot 3008, 2021, PSYS.31, orden 10° Jdo. C. Stgo., Forum Con Morales, C-7863-2023, exhibición 19 de enero, 10% comisión, garantía $ 200.000, Jaime Delgado Martillero Público 1514. 13-14. xyxy=(608,403,835,556)
section-label: Judiciales xyxy=(182,149,241,162)
notice-body: station wagon marca Kia modelo Sorento año 2016 patente HZGD 78, orden 1° JCMC juicio Forum Con Lopez Rol 3533-2023, el día 20 de enero 12:00 horas año 2024, en calle Tres nro. 375 parcela 33C Batuco Lampa, exhibiéndose Viernes de 10 a 17 horas pago contado. Comisión impuestos vigentes. Pedro Prieto Devivo Registro 585: celular 977919792. 13-14. xyxy=(371,1049,599,1186)
